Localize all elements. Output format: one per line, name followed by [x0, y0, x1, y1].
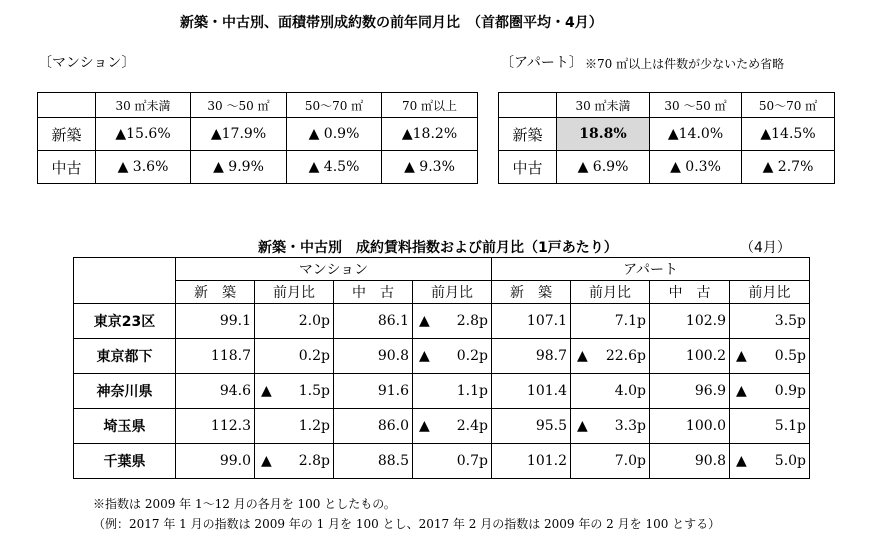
- change-value: 2.4p: [456, 418, 488, 434]
- decrease-mark: ▲: [419, 418, 430, 434]
- column-header: 50～70 ㎡: [287, 93, 382, 118]
- change-value: 5.0p: [774, 453, 807, 469]
- change-value: 0.5p: [774, 348, 807, 364]
- table-row: [74, 374, 810, 409]
- change-value: 1.2p: [298, 418, 330, 434]
- column-header: 前月比: [255, 281, 334, 304]
- change-value: 0.9p: [774, 383, 807, 399]
- corner-cell: [499, 93, 557, 118]
- row-header: 中古: [499, 151, 557, 184]
- change-value: 0.2p: [456, 348, 488, 364]
- apart-header-row: [499, 93, 835, 118]
- table-cell: ▲ 0.3%: [650, 151, 742, 184]
- index-value-cell: 100.2: [650, 339, 730, 374]
- column-header: 前月比: [413, 281, 492, 304]
- mom-change-cell: [413, 339, 492, 374]
- table-cell: ▲14.0%: [650, 118, 742, 151]
- page-title: 新築・中古別、面積帯別成約数の前年同月比 （首都圏平均・4月）: [180, 15, 603, 31]
- rent-table-month: （4月）: [740, 240, 791, 256]
- decrease-mark: ▲: [577, 348, 588, 364]
- index-value-cell: 86.0: [334, 409, 413, 444]
- column-header: 中 古: [650, 281, 730, 304]
- region-label: 千葉県: [74, 444, 176, 479]
- mansion-section-label: 〔マンション〕: [38, 55, 136, 71]
- table-row: [38, 151, 478, 184]
- table-cell: ▲ 4.5%: [287, 151, 382, 184]
- index-value-cell: 100.0: [650, 409, 730, 444]
- decrease-mark: ▲: [736, 348, 747, 364]
- group-header-mansion: マンション: [176, 258, 492, 281]
- mom-change-cell: [413, 304, 492, 339]
- sub-header-row: [74, 281, 810, 304]
- index-value-cell: 86.1: [334, 304, 413, 339]
- region-label: 神奈川県: [74, 374, 176, 409]
- column-header: 前月比: [571, 281, 650, 304]
- mom-change-cell: [255, 444, 334, 479]
- column-header: 新 築: [176, 281, 255, 304]
- table-cell: ▲ 0.9%: [287, 118, 382, 151]
- mom-change-cell: [571, 374, 650, 409]
- decrease-mark: ▲: [419, 313, 430, 329]
- table-cell: ▲ 6.9%: [557, 151, 650, 184]
- column-header: 70 ㎡以上: [382, 93, 478, 118]
- footnote-example: （例：2017 年 1 月の指数は 2009 年の 1 月を 100 とし、2017 年 2 月の指数は 2009 年の 2 月を 100 とする）: [93, 517, 721, 531]
- corner-cell: [74, 258, 176, 304]
- change-value: 2.8p: [298, 453, 330, 469]
- decrease-mark: ▲: [261, 383, 272, 399]
- index-value-cell: 107.1: [492, 304, 571, 339]
- apart-area-table: [498, 92, 835, 184]
- mom-change-cell: [571, 444, 650, 479]
- change-value: 0.7p: [456, 453, 488, 469]
- change-value: 3.3p: [614, 418, 646, 434]
- mom-change-cell: [730, 409, 810, 444]
- mom-change-cell: [413, 409, 492, 444]
- table-cell: ▲ 3.6%: [96, 151, 191, 184]
- index-value-cell: 91.6: [334, 374, 413, 409]
- apart-omission-note: ※70 ㎡以上は件数が少ないため省略: [585, 57, 785, 71]
- change-value: 22.6p: [605, 348, 646, 364]
- index-value-cell: 101.2: [492, 444, 571, 479]
- index-value-cell: 90.8: [334, 339, 413, 374]
- change-value: 1.5p: [298, 383, 330, 399]
- mansion-area-table: [37, 92, 478, 184]
- rent-table-title: 新築・中古別 成約賃料指数および前月比（1戸あたり）: [258, 240, 618, 256]
- index-value-cell: 90.8: [650, 444, 730, 479]
- table-cell: ▲14.5%: [742, 118, 835, 151]
- table-row: [74, 304, 810, 339]
- change-value: 3.5p: [774, 313, 807, 329]
- decrease-mark: ▲: [736, 383, 747, 399]
- index-value-cell: 98.7: [492, 339, 571, 374]
- decrease-mark: ▲: [577, 418, 588, 434]
- column-header: 30 ㎡未満: [96, 93, 191, 118]
- group-header-apart: アパート: [492, 258, 810, 281]
- table-row: [499, 151, 835, 184]
- index-value-cell: 94.6: [176, 374, 255, 409]
- mom-change-cell: [255, 339, 334, 374]
- change-value: 5.1p: [774, 418, 807, 434]
- mom-change-cell: [571, 304, 650, 339]
- mom-change-cell: [255, 409, 334, 444]
- region-label: 東京23区: [74, 304, 176, 339]
- table-cell: ▲18.2%: [382, 118, 478, 151]
- table-cell: ▲ 9.9%: [191, 151, 287, 184]
- mom-change-cell: [730, 339, 810, 374]
- table-cell: ▲ 9.3%: [382, 151, 478, 184]
- column-header: 新 築: [492, 281, 571, 304]
- highlighted-cell: 18.8%: [557, 118, 650, 151]
- mom-change-cell: [413, 374, 492, 409]
- change-value: 7.0p: [614, 453, 646, 469]
- table-cell: ▲17.9%: [191, 118, 287, 151]
- decrease-mark: ▲: [736, 453, 747, 469]
- change-value: 2.8p: [456, 313, 488, 329]
- change-value: 0.2p: [298, 348, 330, 364]
- mom-change-cell: [255, 374, 334, 409]
- column-header: 中 古: [334, 281, 413, 304]
- index-value-cell: 101.4: [492, 374, 571, 409]
- row-header: 新築: [499, 118, 557, 151]
- column-header: 前月比: [730, 281, 810, 304]
- corner-cell: [38, 93, 96, 118]
- group-header-row: [74, 258, 810, 281]
- mom-change-cell: [413, 444, 492, 479]
- index-value-cell: 96.9: [650, 374, 730, 409]
- row-header: 新築: [38, 118, 96, 151]
- index-value-cell: 95.5: [492, 409, 571, 444]
- mom-change-cell: [255, 304, 334, 339]
- region-label: 東京都下: [74, 339, 176, 374]
- column-header: 30 ～50 ㎡: [650, 93, 742, 118]
- table-row: [74, 409, 810, 444]
- rent-index-table: [73, 257, 810, 479]
- region-label: 埼玉県: [74, 409, 176, 444]
- mom-change-cell: [730, 304, 810, 339]
- footnote: ※指数は 2009 年 1～12 月の各月を 100 としたもの。: [93, 497, 396, 511]
- change-value: 2.0p: [298, 313, 330, 329]
- decrease-mark: ▲: [419, 348, 430, 364]
- mom-change-cell: [730, 444, 810, 479]
- table-row: [74, 444, 810, 479]
- table-row: [499, 118, 835, 151]
- row-header: 中古: [38, 151, 96, 184]
- index-value-cell: 112.3: [176, 409, 255, 444]
- change-value: 7.1p: [614, 313, 646, 329]
- mom-change-cell: [571, 339, 650, 374]
- table-cell: ▲ 2.7%: [742, 151, 835, 184]
- index-value-cell: 118.7: [176, 339, 255, 374]
- column-header: 30 ～50 ㎡: [191, 93, 287, 118]
- decrease-mark: ▲: [261, 453, 272, 469]
- mom-change-cell: [730, 374, 810, 409]
- index-value-cell: 88.5: [334, 444, 413, 479]
- change-value: 4.0p: [614, 383, 646, 399]
- index-value-cell: 99.1: [176, 304, 255, 339]
- table-row: [38, 118, 478, 151]
- column-header: 50～70 ㎡: [742, 93, 835, 118]
- apart-section-label: 〔アパート〕: [500, 55, 583, 71]
- change-value: 1.1p: [456, 383, 488, 399]
- table-cell: ▲15.6%: [96, 118, 191, 151]
- mom-change-cell: [571, 409, 650, 444]
- index-value-cell: 102.9: [650, 304, 730, 339]
- table-row: [74, 339, 810, 374]
- mansion-header-row: [38, 93, 478, 118]
- column-header: 30 ㎡未満: [557, 93, 650, 118]
- index-value-cell: 99.0: [176, 444, 255, 479]
